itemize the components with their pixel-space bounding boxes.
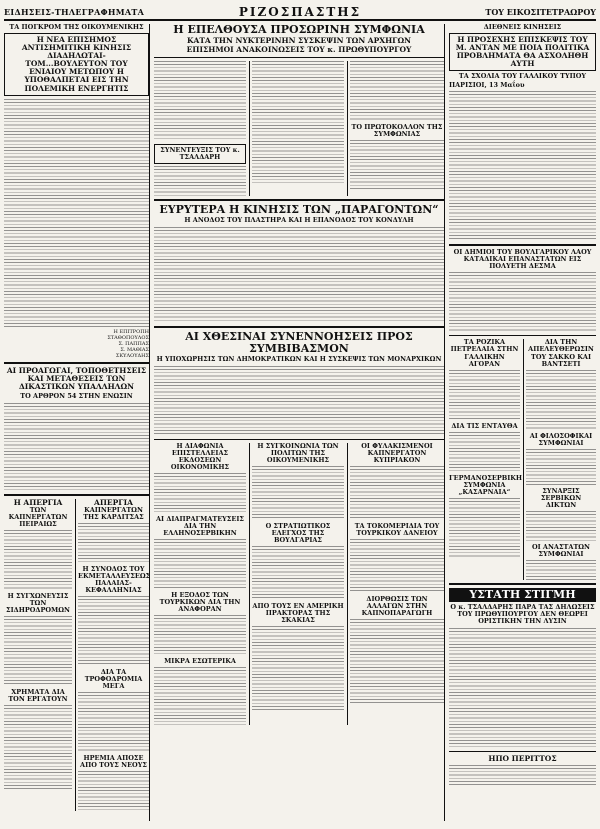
last-minute-subhead: Ο κ. ΤΣΑΛΔΑΡΗΣ ΠΑΡΑ ΤΑΣ ΔΗΛΩΣΕΙΣ ΤΟΥ ΠΡΩΘΥΠΟΥΡΓΟΥ ΔΕΝ ΘΕΩΡΕΙ ΟΡΙΣΤΙΚΗΝ ΤΗΝ ΛΥΣΙΝ (450, 602, 595, 625)
article1-kicker: ΤΑ ΠΟΓΚΡΟΜ ΤΗΣ ΟΙΚΟΥΜΕΝΙΚΗΣ (9, 23, 144, 31)
philosophical-body (526, 449, 596, 485)
article1-signatures (4, 329, 149, 359)
article3-body (4, 530, 72, 590)
lead-subhead-1: ΚΑΤΑ ΤΗΝ ΝΥΚΤΕΡΙΝΗΝ ΣΥΣΚΕΨΙΝ ΤΩΝ ΑΡΧΗΓΩΝ (186, 35, 412, 45)
petroleum-body (449, 370, 520, 420)
article7-headline: ΧΡΗΜΑΤΑ ΔΙΑ ΤΟΝ ΕΡΓΑΤΟΥΝ (8, 688, 68, 704)
intl-body (449, 91, 596, 241)
brief7-body (154, 615, 246, 655)
brief4-body (154, 539, 246, 589)
brief4-headline: ΑΙ ΔΙΑΠΡΑΓΜΑΤΕΥΣΕΙΣ ΔΙΑ ΤΗΝ ΕΛΛΗΝΟΣΕΡΒΙΚΗΝ (155, 514, 244, 537)
brief6-body (350, 539, 444, 593)
german-serbian-body (449, 498, 520, 558)
right-column (449, 24, 596, 821)
section-title-right: ΤΟΥ ΕΙΚΟΣΙΤΕΤΡΑΩΡΟΥ (485, 6, 596, 17)
center-column (154, 24, 445, 821)
serbian-headline: ΣΥΝΑΡΞΙΣ ΣΕΡΒΙΚΩΝ ΔΙΚΤΩΝ (540, 486, 582, 509)
signature-1: ΣΤΑΘΟΠΟΥΛΟΣ (107, 334, 149, 341)
intl-subhead: ΤΑ ΣΧΟΛΙΑ ΤΟΥ ΓΑΛΛΙΚΟΥ ΤΥΠΟΥ (458, 72, 587, 81)
article3-headline: Η ΑΠΕΡΓΙΑ (13, 497, 63, 507)
german-serbian-headline: ΓΕΡΜΑΝΟΣΕΡΒΙΚΗ ΣΥΜΦΩΝΙΑ „ΚΑΣΑΡΝΑΙΑ“ (449, 473, 523, 496)
brief10-body (350, 619, 444, 705)
left-column (4, 24, 150, 821)
serbian-body (526, 511, 596, 541)
philosophical-headline: ΑΙ ΦΙΛΟΣΟΦΙΚΑΙ ΣΥΜΦΩΝΙΑΙ (529, 431, 593, 447)
article8-headline: ΔΙΑ ΤΑ ΤΡΟΦΟΔΡΟΜΙΑ ΜΕΓΑ (84, 668, 143, 691)
brief5-body (252, 546, 344, 600)
lead-body-col1 (154, 61, 246, 141)
signature-2: Σ. ΠΑΠΠΑΣ (118, 340, 149, 347)
article6-headline: Η ΣΥΓΧΩΝΕΥΣΙΣ ΤΩΝ ΣΙΔΗΡΟΔΡΟΜΩΝ (6, 592, 70, 615)
brief7-headline: Η ΕΞΟΔΟΣ ΤΩΝ ΤΟΥΡΚΙΚΩΝ ΔΙΑ ΤΗΝ ΑΝΑΦΟΡΑΝ (159, 590, 241, 613)
lead-side-subhead: ΤΟ ΠΡΩΤΟΚΟΛΛΟΝ ΤΗΣ ΣΥΜΦΩΝΙΑΣ (351, 123, 443, 139)
newspaper-page (4, 4, 596, 821)
footer-body (449, 765, 596, 787)
lead-subhead-2: ΕΠΙΣΗΜΟΙ ΑΝΑΚΟΙΝΩΣΕΙΣ ΤΟΥ κ. ΠΡΩΘΥΠΟΥΡΓΟΥ (186, 44, 412, 54)
brief3-headline: ΟΙ ΦΥΛΑΚΙΣΜΕΝΟΙ ΚΑΠΝΕΡΓΑΤΟΝ ΚΥΠΡΙΑΚΟΝ (361, 441, 433, 464)
lead-body-col3 (350, 61, 444, 121)
brief1-body (154, 473, 246, 513)
last-minute-headline: ΥΣΤΑΤΗ ΣΤΙΓΜΗ (449, 588, 596, 602)
brief-entautha-headline: ΔΙΑ ΤΙΣ ΕΝΤΑΥΘΑ (451, 421, 518, 430)
sacco-vanzetti-body (526, 370, 596, 430)
intl-headline: Η ΠΡΟΣΕΧΗΣ ΕΠΙΣΚΕΨΙΣ ΤΟΥ Μ. ΑΝΤΑΝ ΜΕ ΠΟΙΑ ΠΟΛΙΤΙΚΑ ΠΡΟΒΛΗΜΑΤΑ ΘΑ ΑΣΧΟΛΗΘΗ ΑΥΤΗ (449, 33, 596, 71)
bulgaria-headline: ΟΙ ΔΗΜΙΟΙ ΤΟΥ ΒΟΥΛΓΑΡΙΚΟΥ ΛΑΟΥ ΚΑΤΑΔΙΚΑΙ ΕΠΑΝΑΣΤΑΤΩΝ ΕΙΣ ΠΟΛΥΕΤΗ ΔΕΣΜΑ (453, 248, 592, 271)
article1-body (4, 99, 149, 329)
second-body (154, 227, 444, 323)
article8-body (78, 692, 149, 752)
article5-subhead: ΠΑΛΑΙΑΣ-ΚΕΦΑΛΛΗΝΙΑΣ (85, 579, 142, 595)
article2-subhead: ΤΟ ΑΡΘΡΟΝ 54 ΣΤΗΝ ΕΝΩΣΙΝ (20, 391, 133, 400)
lead-body-col2 (252, 61, 344, 183)
brief8-headline: ΑΠΟ ΤΟΥΣ ΕΝ ΑΜΕΡΙΚΗ ΠΡΑΚΤΟΡΑΣ ΤΗΣ ΣΚΑΚΙΑΣ (252, 601, 344, 624)
article9-body (78, 771, 149, 811)
footer-headline: ΗΠΟ ΠΕΡΙΤΤΟΣ (488, 753, 557, 763)
brief-entautha-body (449, 432, 520, 472)
article3-subhead: ΤΩΝ ΚΑΠΝΕΡΓΑΤΩΝ ΠΕΙΡΑΙΩΣ (8, 506, 68, 529)
article2-body (4, 403, 149, 491)
article7-body (4, 705, 72, 791)
article4-headline: ΑΠΕΡΓΙΑ (94, 497, 133, 507)
brief1-headline: Η ΔΙΑΦΩΝΙΑ ΕΠΙΣΤΕΛΛΕΙΑΣ ΕΚΔΟΣΕΩΝ ΟΙΚΟΝΟΜΙΚΗΣ (170, 441, 230, 471)
second-subhead: Η ΑΝΟΔΟΣ ΤΟΥ ΠΛΑΣΤΗΡΑ ΚΑΙ Η ΕΠΑΝΟΔΟΣ ΤΟΥ ΚΟΝΔΥΛΗ (184, 215, 414, 224)
brief8-body (252, 626, 344, 712)
brief2-body (252, 466, 344, 520)
article4-body (78, 523, 149, 563)
brief10-headline: ΔΙΟΡΘΩΣΙΣ ΤΩΝ ΑΛΛΑΓΩΝ ΣΤΗΝ ΚΑΠΝΟΠΑΡΑΓΩΓΗ (361, 594, 433, 617)
petroleum-headline: ΤΑ ΡΟΖΙΚΑ ΠΕΤΡΕΛΑΙΑ ΣΤΗΝ ΓΑΛΛΙΚΗΝ ΑΓΟΡΑΝ (450, 338, 519, 368)
article4-subhead: ΚΑΠΝΕΡΓΑΤΩΝ ΤΗΣ ΚΑΡΔΙΤΣΑΣ (83, 506, 144, 522)
anastaton-headline: ΟΙ ΑΝΑΣΤΑΤΩΝ ΣΥΜΦΩΝΙΑΙ (531, 542, 591, 558)
section-title-left: ΕΙΔΗΣΕΙΣ-ΤΗΛΕΓΡΑΦΗΜΑΤΑ (4, 6, 145, 17)
third-subhead: Η ΥΠΟΧΩΡΗΣΙΣ ΤΩΝ ΔΗΜΟΚΡΑΤΙΚΩΝ ΚΑΙ Η ΣΥΣΚΕΨΙΣ ΤΩΝ ΜΟΝΑΡΧΙΚΩΝ (156, 354, 442, 363)
newspaper-title: ΡΙΖΟΣΠΑΣΤΗΣ (238, 4, 362, 19)
signature-5: ΣΚΥΛΟΥΔΗΣ (115, 352, 149, 359)
brief5-headline: Ο ΣΤΡΑΤΙΩΤΙΚΟΣ ΕΛΕΓΧΟΣ ΤΗΣ ΒΟΥΛΓΑΡΙΑΣ (265, 521, 331, 544)
brief9-headline: ΜΙΚΡΑ ΕΣΩΤΕΡΙΚΑ (164, 656, 236, 665)
masthead (4, 4, 596, 21)
brief3-body (350, 466, 444, 520)
intl-kicker: ΔΙΕΘΝΕΙΣ ΚΙΝΗΣΕΙΣ (483, 23, 562, 31)
brief9-body (154, 667, 246, 725)
brief2-headline: Η ΣΥΓΚΟΙΝΩΝΙΑ ΤΩΝ ΠΟΛΙΤΩΝ ΤΗΣ ΟΙΚΟΥΜΕΝΙΚΗΣ (257, 441, 339, 464)
lead-headline: Η ΕΠΕΛΘΟΥΣΑ ΠΡΟΣΩΡΙΝΗ ΣΥΜΦΩΝΙΑ (173, 23, 425, 36)
signature-4: Σ. ΜΑΘΙΑΣ (120, 346, 149, 353)
lead-body-col1b (154, 166, 246, 196)
lead-boxed-subhead: ΣΥΝΕΝΤΕΥΞΙΣ ΤΟΥ κ. ΤΣΑΛΔΑΡΗ (154, 144, 246, 164)
article1-headline: Η ΝΕΑ ΕΠΙΣΗΜΟΣ ΑΝΤΙΣΗΜΙΤΙΚΗ ΚΙΝΗΣΙΣ ΔΙΑΔΗΛΩΤΑΙ-ΤΟΜ...ΒΟΥΛΕΥΤΟΝ ΤΟΥ ΕΝΙΑΙΟΥ ΜΕΤΩΠΟΥ Η ΥΠΟΘΑΛΠΕΤΑΙ ΕΙΣ ΤΗΝ ΠΟΛΕΜΙΚΗ ΕΝΕΡΓΗΤΙΣ (4, 33, 149, 96)
third-headline: ΑΙ ΧΘΕΣΙΝΑΙ ΣΥΝΕΝΝΟΗΣΕΙΣ ΠΡΟΣ ΣΥΜΒΙΒΑΣΜΟΝ (185, 329, 413, 355)
article5-headline: Η ΣΥΝΟΔΟΣ ΤΟΥ ΕΚΜΕΤΑΛΛΕΥΣΕΩΣ (78, 565, 151, 581)
brief6-headline: ΤΑ ΤΟΚΟΜΕΡΙΔΙΑ ΤΟΥ ΤΟΥΡΚΙΚΟΥ ΔΑΝΕΙΟΥ (354, 521, 440, 537)
article2-headline: ΑΙ ΠΡΟΑΓΩΓΑΙ, ΤΟΠΟΘΕΤΗΣΕΙΣ ΚΑΙ ΜΕΤΑΘΕΣΕΙΣ ΤΩΝ ΔΙΚΑΣΤΙΚΩΝ ΥΠΑΛΛΗΛΩΝ (6, 365, 147, 391)
article9-headline: ΗΡΕΜΙΑ ΑΠΟΣΕ ΑΠΟ ΤΟΥΣ ΝΕΟΥΣ (80, 754, 147, 770)
sacco-vanzetti-headline: ΔΙΑ ΤΗΝ ΑΠΕΛΕΥΘΕΡΩΣΙΝ ΤΟΥ ΣΑΚΚΟ ΚΑΙ ΒΑΝΤΣΕΤΙ (528, 338, 594, 368)
lead-body-col3b (350, 140, 444, 190)
signature-committee: Η ΕΠΙΤΡΟΠΗ (113, 328, 149, 335)
last-minute-body (449, 628, 596, 748)
second-headline: ΕΥΡΥΤΕΡΑ Η ΚΙΝΗΣΙΣ ΤΩΝ „ΠΑΡΑΓΟΝΤΩΝ“ (159, 203, 439, 217)
anastaton-body (526, 560, 596, 580)
article6-body (4, 616, 72, 686)
article5-body (78, 596, 149, 666)
third-body (154, 366, 444, 436)
bulgaria-body (449, 272, 596, 332)
intl-dateline: ΠΑΡΙΣΙΟΙ, 13 Μαΐου (449, 81, 525, 90)
